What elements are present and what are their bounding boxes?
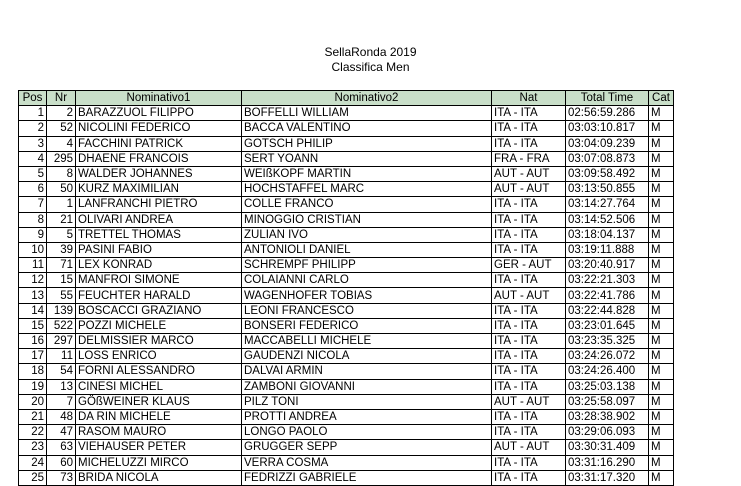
- cell-nominativo1: VIEHAUSER PETER: [76, 440, 242, 455]
- header-row: [19, 91, 674, 106]
- cell-cat: M: [649, 394, 674, 409]
- cell-nat: AUT - AUT: [492, 440, 566, 455]
- table-row: [19, 258, 674, 273]
- cell-nr: 11: [47, 349, 76, 364]
- cell-nat: ITA - ITA: [492, 425, 566, 440]
- cell-nominativo1: DELMISSIER MARCO: [76, 334, 242, 349]
- cell-nominativo1: CINESI MICHEL: [76, 379, 242, 394]
- cell-pos: 13: [19, 288, 47, 303]
- cell-pos: 18: [19, 364, 47, 379]
- cell-nat: ITA - ITA: [492, 273, 566, 288]
- table-row: [19, 440, 674, 455]
- cell-nominativo2: BACCA VALENTINO: [242, 121, 492, 136]
- cell-nr: 139: [47, 303, 76, 318]
- cell-nat: AUT - AUT: [492, 394, 566, 409]
- table-row: [19, 364, 674, 379]
- cell-nr: 295: [47, 151, 76, 166]
- cell-nat: AUT - AUT: [492, 288, 566, 303]
- col-header-nominativo2: Nominativo2: [242, 91, 492, 106]
- cell-nominativo1: LANFRANCHI PIETRO: [76, 197, 242, 212]
- table-row: [19, 425, 674, 440]
- cell-pos: 14: [19, 303, 47, 318]
- cell-nominativo2: SCHREMPF PHILIPP: [242, 258, 492, 273]
- cell-nominativo2: GRUGGER SEPP: [242, 440, 492, 455]
- cell-cat: M: [649, 318, 674, 333]
- cell-nominativo1: DHAENE FRANCOIS: [76, 151, 242, 166]
- cell-cat: M: [649, 273, 674, 288]
- cell-total-time: 03:22:41.786: [566, 288, 649, 303]
- cell-nominativo2: SERT YOANN: [242, 151, 492, 166]
- cell-total-time: 03:20:40.917: [566, 258, 649, 273]
- cell-nominativo2: ZAMBONI GIOVANNI: [242, 379, 492, 394]
- cell-pos: 20: [19, 394, 47, 409]
- cell-nominativo2: LEONI FRANCESCO: [242, 303, 492, 318]
- cell-pos: 19: [19, 379, 47, 394]
- cell-pos: 24: [19, 455, 47, 470]
- cell-pos: 17: [19, 349, 47, 364]
- table-row: [19, 212, 674, 227]
- table-row: [19, 409, 674, 424]
- cell-nat: ITA - ITA: [492, 334, 566, 349]
- cell-cat: M: [649, 182, 674, 197]
- table-row: [19, 166, 674, 181]
- cell-pos: 10: [19, 242, 47, 257]
- cell-pos: 4: [19, 151, 47, 166]
- document-title: SellaRonda 2019: [324, 45, 417, 59]
- cell-nominativo1: RASOM MAURO: [76, 425, 242, 440]
- cell-nat: ITA - ITA: [492, 303, 566, 318]
- cell-nominativo1: BOSCACCI GRAZIANO: [76, 303, 242, 318]
- table-row: [19, 349, 674, 364]
- table-row: [19, 470, 674, 485]
- cell-nr: 60: [47, 455, 76, 470]
- cell-nr: 297: [47, 334, 76, 349]
- cell-total-time: 03:25:58.097: [566, 394, 649, 409]
- cell-pos: 8: [19, 212, 47, 227]
- cell-pos: 1: [19, 106, 47, 121]
- cell-cat: M: [649, 455, 674, 470]
- cell-total-time: 03:22:44.828: [566, 303, 649, 318]
- cell-pos: 12: [19, 273, 47, 288]
- cell-nat: AUT - AUT: [492, 166, 566, 181]
- cell-total-time: 03:04:09.239: [566, 136, 649, 151]
- cell-cat: M: [649, 121, 674, 136]
- cell-total-time: 03:23:35.325: [566, 334, 649, 349]
- cell-nr: 54: [47, 364, 76, 379]
- cell-cat: M: [649, 212, 674, 227]
- cell-pos: 5: [19, 166, 47, 181]
- cell-nominativo1: OLIVARI ANDREA: [76, 212, 242, 227]
- cell-pos: 23: [19, 440, 47, 455]
- cell-nr: 5: [47, 227, 76, 242]
- cell-nat: ITA - ITA: [492, 364, 566, 379]
- cell-nominativo2: BOFFELLI WILLIAM: [242, 106, 492, 121]
- table-row: [19, 242, 674, 257]
- col-header-nr: Nr: [47, 91, 76, 106]
- cell-nominativo1: TRETTEL THOMAS: [76, 227, 242, 242]
- cell-nominativo2: LONGO PAOLO: [242, 425, 492, 440]
- cell-cat: M: [649, 258, 674, 273]
- cell-nominativo1: MANFROI SIMONE: [76, 273, 242, 288]
- table-row: [19, 455, 674, 470]
- cell-nat: ITA - ITA: [492, 318, 566, 333]
- cell-nr: 8: [47, 166, 76, 181]
- cell-total-time: 03:18:04.137: [566, 227, 649, 242]
- cell-nominativo2: DALVAI ARMIN: [242, 364, 492, 379]
- table-row: [19, 394, 674, 409]
- cell-nominativo2: MINOGGIO CRISTIAN: [242, 212, 492, 227]
- col-header-total-time: Total Time: [566, 91, 649, 106]
- cell-nominativo1: FORNI ALESSANDRO: [76, 364, 242, 379]
- cell-nr: 39: [47, 242, 76, 257]
- cell-nominativo1: GÖßWEINER KLAUS: [76, 394, 242, 409]
- cell-nominativo1: DA RIN MICHELE: [76, 409, 242, 424]
- cell-nominativo2: HOCHSTAFFEL MARC: [242, 182, 492, 197]
- cell-nr: 15: [47, 273, 76, 288]
- cell-total-time: 03:13:50.855: [566, 182, 649, 197]
- cell-nr: 48: [47, 409, 76, 424]
- cell-total-time: 03:14:52.506: [566, 212, 649, 227]
- cell-nat: ITA - ITA: [492, 227, 566, 242]
- cell-nominativo1: POZZI MICHELE: [76, 318, 242, 333]
- cell-nominativo2: COLLE FRANCO: [242, 197, 492, 212]
- cell-nat: GER - AUT: [492, 258, 566, 273]
- cell-nat: ITA - ITA: [492, 409, 566, 424]
- cell-pos: 11: [19, 258, 47, 273]
- table-row: [19, 334, 674, 349]
- cell-pos: 2: [19, 121, 47, 136]
- cell-nominativo2: WEIßKOPF MARTIN: [242, 166, 492, 181]
- cell-nr: 2: [47, 106, 76, 121]
- cell-cat: M: [649, 379, 674, 394]
- cell-cat: M: [649, 106, 674, 121]
- cell-nominativo2: MACCABELLI MICHELE: [242, 334, 492, 349]
- cell-nr: 47: [47, 425, 76, 440]
- cell-total-time: 02:56:59.286: [566, 106, 649, 121]
- table-row: [19, 288, 674, 303]
- cell-nominativo2: WAGENHOFER TOBIAS: [242, 288, 492, 303]
- cell-cat: M: [649, 242, 674, 257]
- cell-pos: 25: [19, 470, 47, 485]
- col-header-nat: Nat: [492, 91, 566, 106]
- cell-nr: 71: [47, 258, 76, 273]
- cell-nominativo1: PASINI FABIO: [76, 242, 242, 257]
- cell-nat: ITA - ITA: [492, 106, 566, 121]
- cell-nominativo2: ZULIAN IVO: [242, 227, 492, 242]
- cell-nominativo1: KURZ MAXIMILIAN: [76, 182, 242, 197]
- cell-total-time: 03:31:17.320: [566, 470, 649, 485]
- cell-total-time: 03:31:16.290: [566, 455, 649, 470]
- cell-total-time: 03:03:10.817: [566, 121, 649, 136]
- cell-nat: FRA - FRA: [492, 151, 566, 166]
- table-row: [19, 197, 674, 212]
- cell-total-time: 03:22:21.303: [566, 273, 649, 288]
- table-row: [19, 151, 674, 166]
- cell-pos: 3: [19, 136, 47, 151]
- cell-nominativo1: NICOLINI FEDERICO: [76, 121, 242, 136]
- cell-nr: 63: [47, 440, 76, 455]
- cell-nat: ITA - ITA: [492, 379, 566, 394]
- cell-total-time: 03:23:01.645: [566, 318, 649, 333]
- table-row: [19, 182, 674, 197]
- cell-total-time: 03:09:58.492: [566, 166, 649, 181]
- cell-cat: M: [649, 334, 674, 349]
- cell-pos: 15: [19, 318, 47, 333]
- cell-nat: ITA - ITA: [492, 121, 566, 136]
- cell-pos: 22: [19, 425, 47, 440]
- cell-cat: M: [649, 197, 674, 212]
- cell-nr: 7: [47, 394, 76, 409]
- cell-cat: M: [649, 349, 674, 364]
- cell-nat: ITA - ITA: [492, 349, 566, 364]
- cell-nominativo1: FEUCHTER HARALD: [76, 288, 242, 303]
- cell-total-time: 03:30:31.409: [566, 440, 649, 455]
- cell-nominativo1: LEX KONRAD: [76, 258, 242, 273]
- cell-cat: M: [649, 470, 674, 485]
- col-header-cat: Cat: [649, 91, 674, 106]
- col-header-pos: Pos: [19, 91, 47, 106]
- cell-pos: 9: [19, 227, 47, 242]
- document-subtitle: Classifica Men: [331, 60, 410, 74]
- cell-total-time: 03:14:27.764: [566, 197, 649, 212]
- cell-nr: 55: [47, 288, 76, 303]
- cell-nat: ITA - ITA: [492, 242, 566, 257]
- cell-total-time: 03:29:06.093: [566, 425, 649, 440]
- cell-nominativo2: PILZ TONI: [242, 394, 492, 409]
- table-row: [19, 121, 674, 136]
- cell-cat: M: [649, 425, 674, 440]
- col-header-nominativo1: Nominativo1: [76, 91, 242, 106]
- table-row: [19, 106, 674, 121]
- cell-pos: 7: [19, 197, 47, 212]
- cell-nat: ITA - ITA: [492, 470, 566, 485]
- cell-nominativo2: FEDRIZZI GABRIELE: [242, 470, 492, 485]
- cell-cat: M: [649, 166, 674, 181]
- cell-nominativo2: GAUDENZI NICOLA: [242, 349, 492, 364]
- table-row: [19, 227, 674, 242]
- cell-nominativo2: COLAIANNI CARLO: [242, 273, 492, 288]
- cell-nominativo1: LOSS ENRICO: [76, 349, 242, 364]
- cell-cat: M: [649, 440, 674, 455]
- cell-nr: 50: [47, 182, 76, 197]
- cell-nr: 13: [47, 379, 76, 394]
- cell-pos: 21: [19, 409, 47, 424]
- cell-cat: M: [649, 151, 674, 166]
- cell-nominativo2: VERRA COSMA: [242, 455, 492, 470]
- table-row: [19, 136, 674, 151]
- cell-nat: ITA - ITA: [492, 136, 566, 151]
- cell-nominativo1: BARAZZUOL FILIPPO: [76, 106, 242, 121]
- cell-nominativo2: GOTSCH PHILIP: [242, 136, 492, 151]
- cell-nat: AUT - AUT: [492, 182, 566, 197]
- cell-nr: 522: [47, 318, 76, 333]
- cell-nominativo1: MICHELUZZI MIRCO: [76, 455, 242, 470]
- cell-nat: ITA - ITA: [492, 212, 566, 227]
- cell-nominativo2: BONSERI FEDERICO: [242, 318, 492, 333]
- cell-nominativo2: ANTONIOLI DANIEL: [242, 242, 492, 257]
- table-row: [19, 379, 674, 394]
- cell-total-time: 03:19:11.888: [566, 242, 649, 257]
- cell-nr: 1: [47, 197, 76, 212]
- cell-nr: 73: [47, 470, 76, 485]
- cell-pos: 6: [19, 182, 47, 197]
- cell-total-time: 03:28:38.902: [566, 409, 649, 424]
- table-row: [19, 303, 674, 318]
- cell-total-time: 03:25:03.138: [566, 379, 649, 394]
- cell-cat: M: [649, 409, 674, 424]
- cell-cat: M: [649, 227, 674, 242]
- cell-nominativo1: BRIDA NICOLA: [76, 470, 242, 485]
- table-row: [19, 273, 674, 288]
- cell-nat: ITA - ITA: [492, 197, 566, 212]
- cell-total-time: 03:24:26.400: [566, 364, 649, 379]
- cell-total-time: 03:24:26.072: [566, 349, 649, 364]
- cell-cat: M: [649, 288, 674, 303]
- table-row: [19, 318, 674, 333]
- cell-pos: 16: [19, 334, 47, 349]
- cell-cat: M: [649, 364, 674, 379]
- cell-cat: M: [649, 303, 674, 318]
- cell-nat: ITA - ITA: [492, 455, 566, 470]
- cell-total-time: 03:07:08.873: [566, 151, 649, 166]
- cell-nominativo2: PROTTI ANDREA: [242, 409, 492, 424]
- cell-nr: 4: [47, 136, 76, 151]
- cell-nominativo1: WALDER JOHANNES: [76, 166, 242, 181]
- cell-nr: 52: [47, 121, 76, 136]
- results-table: [18, 90, 674, 486]
- cell-nr: 21: [47, 212, 76, 227]
- cell-cat: M: [649, 136, 674, 151]
- cell-nominativo1: FACCHINI PATRICK: [76, 136, 242, 151]
